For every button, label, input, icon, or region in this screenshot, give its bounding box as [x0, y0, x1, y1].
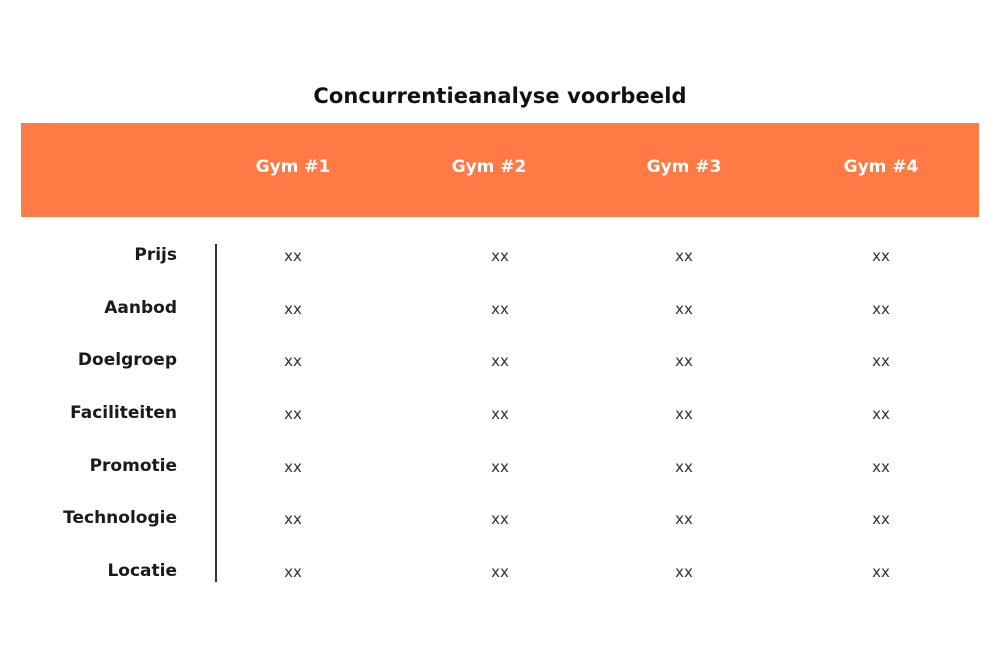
page-title: Concurrentieanalyse voorbeeld [313, 84, 687, 108]
table-cell: xx [872, 247, 890, 265]
table-cell: xx [872, 352, 890, 370]
table-cell: xx [872, 563, 890, 581]
table-cell: xx [284, 352, 302, 370]
column-header-gym-4: Gym #4 [843, 157, 919, 177]
table-cell: xx [284, 458, 302, 476]
table-cell: xx [284, 247, 302, 265]
table-cell: xx [872, 458, 890, 476]
table-cell: xx [284, 563, 302, 581]
column-header-gym-3: Gym #3 [646, 157, 722, 177]
row-label-locatie: Locatie [107, 561, 177, 581]
table-cell: xx [284, 300, 302, 318]
column-header-gym-2: Gym #2 [451, 157, 527, 177]
column-header-gym-1: Gym #1 [255, 157, 331, 177]
row-label-faciliteiten: Faciliteiten [70, 403, 177, 423]
row-label-aanbod: Aanbod [104, 298, 177, 318]
table-cell: xx [675, 405, 693, 423]
table-cell: xx [872, 300, 890, 318]
row-label-prijs: Prijs [134, 245, 177, 265]
row-label-doelgroep: Doelgroep [77, 350, 177, 370]
table-cell: xx [491, 352, 509, 370]
table-cell: xx [675, 300, 693, 318]
table-cell: xx [872, 510, 890, 528]
row-label-technologie: Technologie [63, 508, 177, 528]
table-cell: xx [675, 247, 693, 265]
table-cell: xx [675, 510, 693, 528]
table-cell: xx [491, 405, 509, 423]
table-cell: xx [675, 458, 693, 476]
table-cell: xx [872, 405, 890, 423]
row-label-promotie: Promotie [89, 456, 177, 476]
table-cell: xx [675, 352, 693, 370]
table-cell: xx [491, 458, 509, 476]
table-cell: xx [491, 563, 509, 581]
table-cell: xx [491, 300, 509, 318]
table-cell: xx [675, 563, 693, 581]
row-label-divider [215, 244, 217, 582]
table-cell: xx [284, 510, 302, 528]
table-cell: xx [491, 247, 509, 265]
table-cell: xx [284, 405, 302, 423]
table-cell: xx [491, 510, 509, 528]
